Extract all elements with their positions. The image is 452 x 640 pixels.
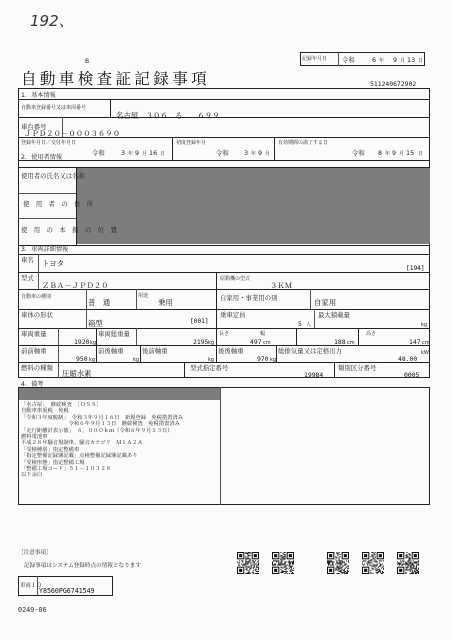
first-registration-year-unit: 年 — [251, 151, 257, 157]
displacement-value: 48.00 — [398, 355, 418, 363]
first-registration-label: 初度登録年月 — [176, 140, 207, 146]
body-value: 箱型 — [88, 319, 103, 328]
rear-axle-value: 970 — [257, 355, 269, 363]
note-line: 「走行距離計表示値」 ６，０００ｋｍ（令和６年９月１３日） — [21, 427, 173, 434]
record-date-label: 記録年月日 — [302, 56, 328, 62]
height-value: 147 — [409, 338, 421, 346]
note-line: 自動車車重税 免税 — [21, 408, 69, 415]
note-line: 「名古屋」 継続検査 ［ＯＳＳ］ — [21, 402, 102, 408]
record-date-month: 9 — [393, 56, 398, 64]
vehicle-id-label: 車両ＩＤ — [20, 583, 42, 589]
displacement-label: 総排気量又は定格出力 — [278, 347, 342, 355]
maker-label: 車名 — [21, 256, 34, 264]
redacted-owner-info — [77, 168, 430, 244]
capacity-unit: 人 — [306, 322, 312, 328]
front-axle-value: 950 — [76, 355, 88, 363]
first-registration-month: 9 — [258, 149, 263, 157]
engine-value: ３ＫＭ — [270, 281, 293, 290]
width-label: 幅 — [260, 331, 266, 337]
capacity-value: 5 — [298, 320, 302, 328]
handwritten-number: 192、 — [30, 12, 74, 30]
notice-header: ［注意事項］ — [18, 550, 52, 556]
section4-header: 4．備考 — [21, 381, 44, 388]
qr-code-icon — [362, 552, 384, 574]
front-axle-label: 前前軸重 — [21, 347, 47, 355]
qr-code-icon — [397, 552, 419, 574]
body-label: 車体の形状 — [21, 311, 53, 319]
gross-weight-value: 2195 — [193, 338, 209, 346]
length-label: 長さ — [219, 331, 230, 337]
height-label: 高さ — [366, 331, 377, 337]
note-line: 「令和３年度税制」 令和３年９月１６日 新規登録 免税措置済み — [21, 414, 184, 421]
model-label: 型式 — [21, 274, 34, 282]
type-designation-label: 型式指定番号 — [190, 364, 229, 372]
registration-month: 9 — [135, 149, 140, 157]
owner-address-label: 使 用 者 の 住 所 — [23, 200, 94, 208]
vehicle-weight-unit: kg — [90, 340, 97, 346]
qr-code-icon — [327, 552, 349, 574]
engine-label: 原動機の型式 — [220, 276, 251, 282]
registration-year: 3 — [121, 149, 126, 157]
redacted-notes-header — [19, 388, 220, 400]
expiry-month: 9 — [392, 149, 397, 157]
expiry-year-unit: 年 — [385, 151, 391, 157]
rear-front-axle-label: 後前軸重 — [142, 347, 168, 355]
expiry-day-unit: 日 — [418, 151, 424, 157]
title-superscript: B — [85, 58, 90, 65]
registration-day-unit: 日 — [160, 151, 166, 157]
registration-year-unit: 年 — [128, 151, 134, 157]
first-registration-era: 令和 — [216, 149, 229, 157]
vin-value: ＪＰＤ２０－０００３６９０ — [24, 129, 121, 138]
note-line: 以下余白 — [21, 472, 43, 479]
category-label: 類別区分番号 — [338, 364, 377, 372]
expiry-day: 15 — [406, 149, 415, 157]
record-date-day-unit: 日 — [418, 58, 424, 64]
note-line: 「指定整備記録簿記載」点検整備記録簿記載あり — [21, 453, 138, 460]
expiry-year: 8 — [378, 149, 383, 157]
front-rear-axle-label: 前後軸重 — [98, 347, 124, 355]
note-line: 燃料電池車 — [21, 434, 48, 441]
length-unit: cm — [263, 340, 271, 346]
front-rear-axle-unit: kg — [133, 357, 140, 363]
registration-day: 16 — [149, 149, 158, 157]
width-unit: cm — [347, 340, 355, 346]
plate-value: 名古屋 ３０６ る ６９９ — [116, 111, 220, 120]
note-line: 「受検形態」指定整備工場 — [21, 459, 85, 466]
expiry-era: 令和 — [352, 149, 365, 157]
record-date-day: 13 — [407, 56, 416, 64]
rear-axle-label: 後後軸重 — [218, 347, 244, 355]
note-line: 「受検種別」指定整備車 — [21, 446, 80, 453]
kind-label: 自動車の種別 — [21, 294, 52, 300]
maker-value: トヨタ — [42, 259, 65, 268]
fuel-label: 燃料の種類 — [21, 364, 53, 372]
maker-code: [194] — [406, 265, 425, 272]
use-value: 乗用 — [158, 298, 173, 307]
fuel-value: 圧縮水素 — [62, 369, 92, 378]
section2-header: 2．使用者情報 — [21, 154, 63, 161]
use-label: 用途 — [138, 293, 149, 299]
width-value: 188 — [334, 338, 346, 346]
gross-weight-label: 車両総重量 — [98, 330, 130, 338]
private-business-label: 自家用・事業用の別 — [220, 294, 278, 302]
owner-name-label: 使用者の氏名又は名称 — [21, 172, 85, 180]
model-value: ＺＢＡ－ＪＰＤ２０ — [42, 281, 109, 290]
kind-value: 普 通 — [88, 298, 111, 307]
expiry-month-unit: 月 — [399, 151, 405, 157]
first-registration-year: 3 — [244, 149, 249, 157]
category-value: 0005 — [404, 371, 420, 379]
plate-label: 自動車登録番号又は車両番号 — [21, 105, 87, 111]
record-date-year-unit: 年 — [379, 58, 385, 64]
type-designation-value: 19984 — [304, 371, 324, 379]
record-date-month-unit: 月 — [400, 58, 406, 64]
vehicle-weight-value: 1920 — [74, 338, 90, 346]
body-code: [001] — [190, 318, 209, 325]
front-axle-unit: kg — [89, 357, 96, 363]
registration-label: 登録年月日／交付年月日 — [21, 140, 77, 146]
length-value: 497 — [250, 338, 262, 346]
displacement-unit: kW — [421, 350, 429, 356]
document-title: 自動車検査証記録事項 — [21, 70, 211, 88]
note-line: 「整備工場コード」５１－１０３２８ — [21, 466, 112, 473]
registration-era: 令和 — [92, 149, 105, 157]
record-date-year: 6 — [372, 56, 377, 64]
rear-axle-unit: kg — [270, 357, 277, 363]
first-registration-month-unit: 月 — [265, 151, 271, 157]
qr-code-icon — [237, 552, 259, 574]
form-code: 0249-06 — [18, 606, 47, 614]
height-unit: cm — [422, 340, 430, 346]
vehicle-id-value: Y8560PG6741549 — [39, 587, 95, 595]
gross-weight-unit: kg — [208, 340, 215, 346]
private-business-value: 自家用 — [314, 298, 337, 307]
usage-base-label: 使 用 の 本 拠 の 位 置 — [21, 226, 117, 234]
section3-header: 3．車両詳細情報 — [21, 246, 69, 253]
vehicle-weight-label: 車両重量 — [21, 330, 47, 338]
record-date-era: 令和 — [342, 56, 355, 64]
capacity-label: 乗車定員 — [220, 311, 246, 319]
section1-header: 1．基本情報 — [21, 92, 56, 99]
max-load-label: 最大積載量 — [318, 311, 350, 319]
note-line: 平成２８年騒音規制車、騒音カテゴリ Ｍ１Ａ２Ａ — [21, 440, 143, 447]
max-load-unit: kg — [421, 322, 428, 328]
expiry-label: 有効期間の満了する日 — [278, 140, 329, 146]
notice-text: 記録事項はシステム登録時点の情報となります — [24, 563, 141, 569]
document-serial: 511240672902 — [370, 80, 417, 88]
vin-label: 車台番号 — [21, 123, 47, 131]
qr-code-icon — [272, 552, 294, 574]
rear-front-axle-unit: kg — [208, 357, 215, 363]
note-line: 令和６年９月１３日 継続検査 免税措置済み — [21, 421, 180, 428]
registration-month-unit: 月 — [142, 151, 148, 157]
notes-list — [21, 402, 217, 479]
